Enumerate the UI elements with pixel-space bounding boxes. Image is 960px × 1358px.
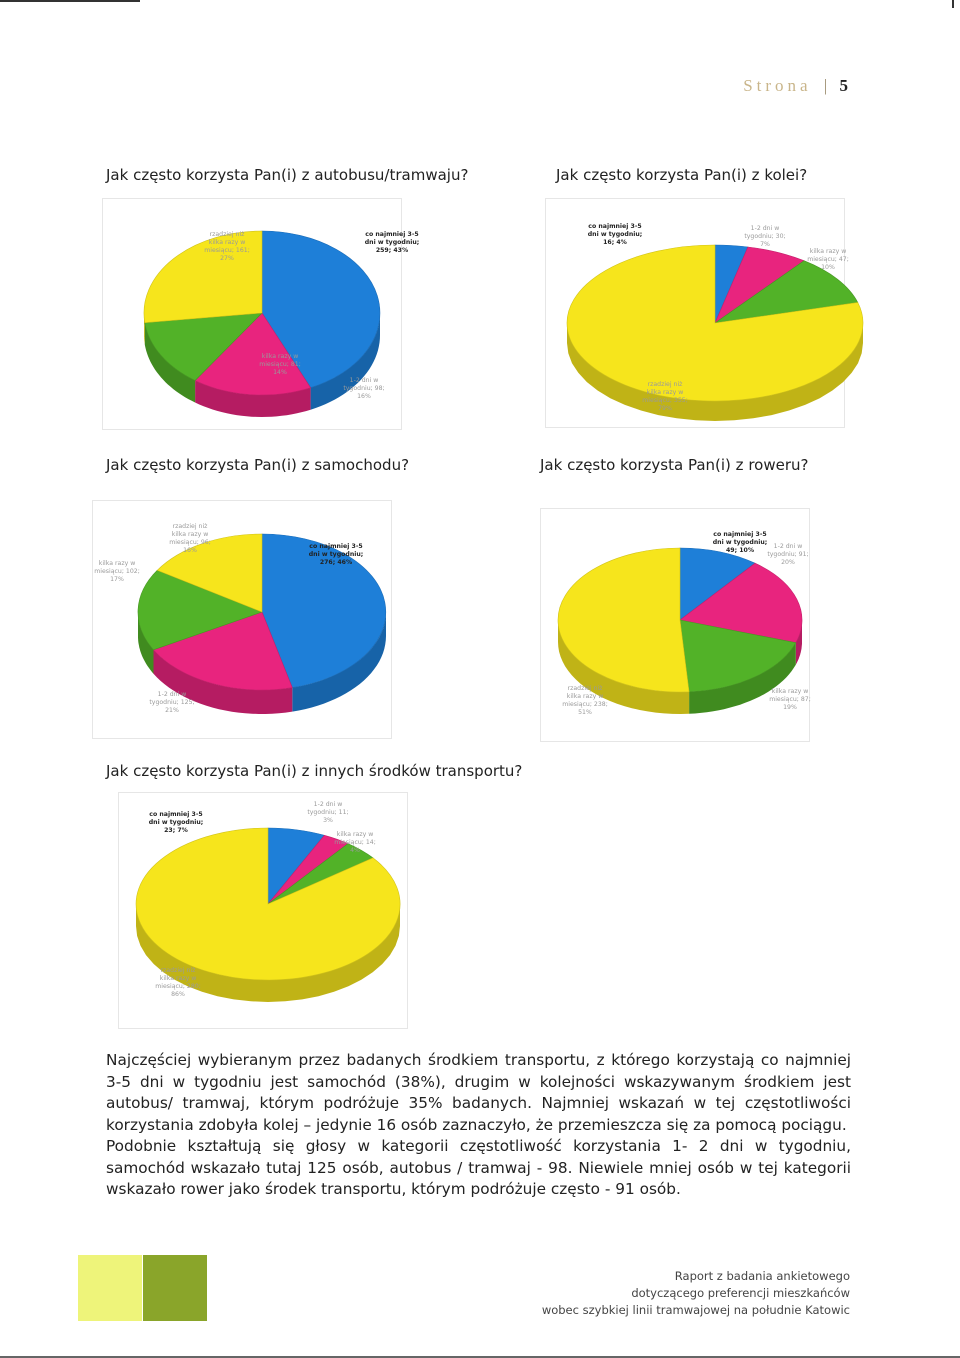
pie-svg bbox=[545, 198, 849, 428]
pie-svg bbox=[102, 198, 420, 430]
pie-slice-label: rzadziej niż kilka razy w miesiącu; 161; 27% bbox=[204, 231, 250, 262]
footer-line-2: dotyczącego preferencji mieszkańców bbox=[631, 1286, 850, 1300]
pie-slice-label: co najmniej 3-5 dni w tygodniu; 16; 4% bbox=[587, 223, 643, 246]
page-separator: | bbox=[823, 76, 828, 95]
color-swatch-light bbox=[78, 1255, 142, 1321]
pie-slice-label: 1-2 dni w tygodniu; 98; 16% bbox=[343, 377, 385, 400]
footer-line-3: wobec szybkiej linii tramwajowej na południe Katowic bbox=[541, 1303, 850, 1317]
pie-chart-rail bbox=[545, 198, 849, 428]
report-footer bbox=[542, 1268, 850, 1319]
pie-slice-label: kilka razy w miesiącu; 47; 10% bbox=[807, 248, 849, 271]
pie-slice-label: co najmniej 3-5 dni w tygodniu; 276; 46% bbox=[308, 543, 364, 566]
page-edge-top bbox=[0, 0, 140, 2]
page-word: Strona bbox=[743, 76, 812, 95]
pie-slice-label: rzadziej niż kilka razy w miesiącu; 280; 86% bbox=[155, 967, 201, 998]
page-number-header bbox=[743, 76, 848, 96]
pie-slice-label: 1-2 dni w tygodniu; 30; 7% bbox=[744, 225, 786, 248]
pie-chart-bus bbox=[102, 198, 420, 430]
pie-slice-label: co najmniej 3-5 dni w tygodniu; 23; 7% bbox=[148, 811, 204, 834]
pie-slice-label: 1-2 dni w tygodniu; 91; 20% bbox=[767, 543, 809, 566]
pie-svg bbox=[118, 792, 408, 1029]
pie-slice-label: kilka razy w miesiącu; 81; 14% bbox=[259, 353, 301, 376]
question-car: Jak często korzysta Pan(i) z samochodu? bbox=[106, 456, 410, 474]
pie-chart-other bbox=[118, 792, 408, 1029]
pie-svg bbox=[92, 500, 392, 739]
pie-slice-label: rzadziej niż kilka razy w miesiącu; 238; 51% bbox=[562, 685, 608, 716]
footer-line-1: Raport z badania ankietowego bbox=[674, 1269, 850, 1283]
pie-chart-car bbox=[92, 500, 392, 739]
question-bike: Jak często korzysta Pan(i) z roweru? bbox=[540, 456, 809, 474]
page-number: 5 bbox=[839, 76, 848, 95]
summary-text bbox=[106, 1050, 851, 1201]
page-edge-right bbox=[952, 0, 954, 8]
pie-chart-bike bbox=[540, 508, 810, 742]
question-other: Jak często korzysta Pan(i) z innych środków transportu? bbox=[106, 762, 523, 780]
color-swatch-dark bbox=[143, 1255, 207, 1321]
pie-slice-label: rzadziej niż kilka razy w miesiącu; 96; 16% bbox=[169, 523, 211, 554]
question-bus: Jak często korzysta Pan(i) z autobusu/tramwaju? bbox=[106, 166, 469, 184]
pie-slice-label: 1-2 dni w tygodniu; 11; 3% bbox=[307, 801, 349, 824]
question-rail: Jak często korzysta Pan(i) z kolei? bbox=[556, 166, 808, 184]
pie-slice-label: co najmniej 3-5 dni w tygodniu; 259; 43% bbox=[364, 231, 420, 254]
pie-slice-label: kilka razy w miesiącu; 87; 19% bbox=[769, 688, 811, 711]
pie-slice-label: rzadziej niż kilka razy w miesiącu; 355; 79% bbox=[642, 381, 688, 412]
summary-paragraph-2: Podobnie kształtują się głosy w kategorii częstotliwość korzystania 1- 2 dni w tygodniu, samochód wskazało tutaj 125 osób, autobus / tramwaj - 98. Niewiele mniej osób w tej kategorii wskazało rower jako środek transportu, którym podróżuje często - 91 osób. bbox=[106, 1137, 851, 1198]
pie-slice-label: 1-2 dni w tygodniu; 125; 21% bbox=[149, 691, 195, 714]
pie-svg bbox=[540, 508, 810, 742]
pie-slice-label: co najmniej 3-5 dni w tygodniu; 49; 10% bbox=[712, 531, 768, 554]
pie-slice-label: kilka razy w miesiącu; 102; 17% bbox=[94, 560, 140, 583]
summary-paragraph-1: Najczęściej wybieranym przez badanych środkiem transportu, z którego korzystają co najmniej 3-5 dni w tygodniu jest samochód (38%), drugim w kolejności wskazywanym środkiem jest autobus/ tramwaj, którym podróżuje 35% badanych. Najmniej wskazań w tej częstotliwości korzystania zdobyła kolej – jedynie 16 osób zaznaczyło, że przemieszcza się za pomocą pociągu. bbox=[106, 1051, 851, 1134]
pie-slice-label: kilka razy w miesiącu; 14; 4% bbox=[334, 831, 376, 854]
